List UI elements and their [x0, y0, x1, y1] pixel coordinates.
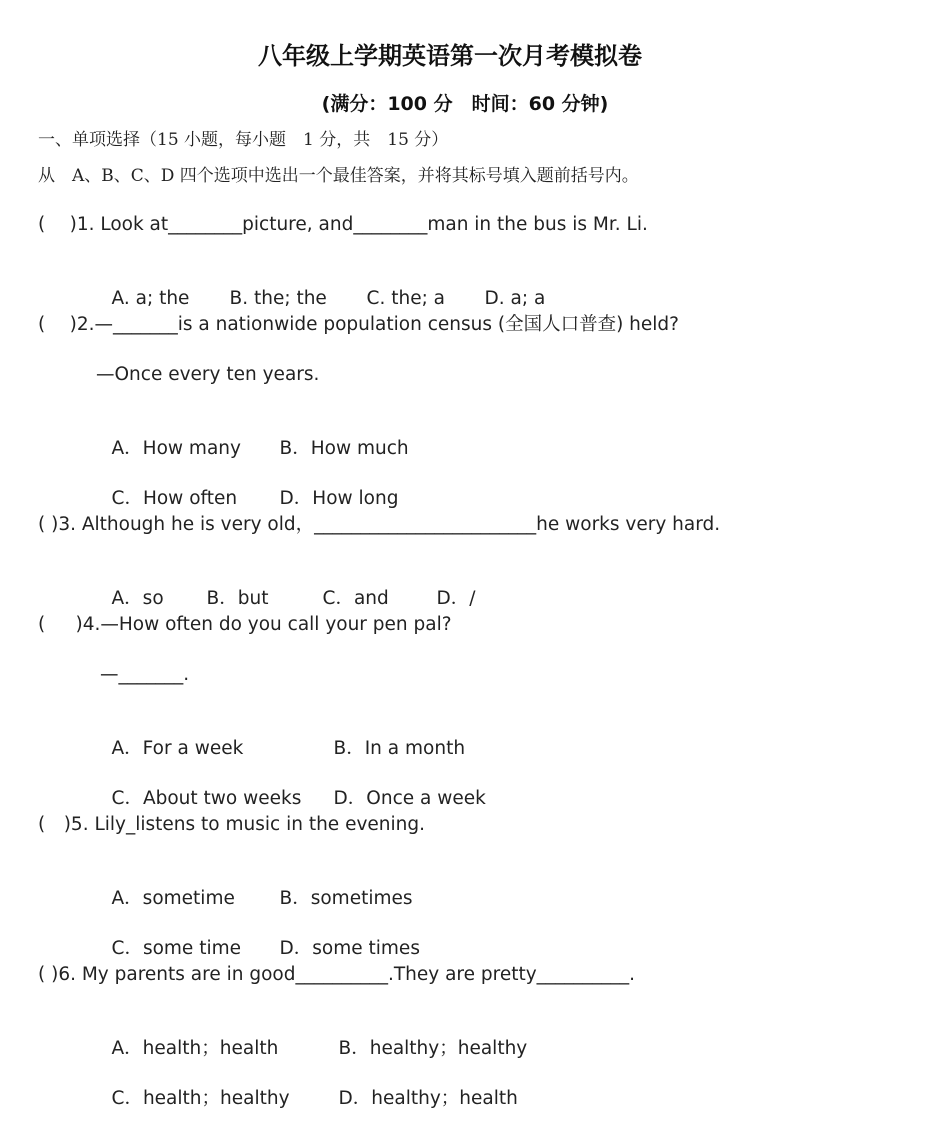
- question-4-option-c: C．About two weeks: [111, 788, 302, 809]
- question-5-stem: ( )5. Lily_listens to music in the evening.: [38, 814, 425, 835]
- question-1-option-d: D. a; a: [484, 288, 546, 309]
- section-heading: 一、单项选择（15 小题，每小题 1 分，共 15 分）: [38, 130, 449, 150]
- question-5-option-c: C．some time: [111, 938, 241, 959]
- question-2-option-c: C．How often: [111, 488, 238, 509]
- question-5-option-d: D．some times: [279, 938, 420, 959]
- question-2-stem: ( )2.—_______is a nationwide population census (全国人口普查) held?: [38, 314, 679, 335]
- question-3-option-d: D．/: [436, 588, 476, 609]
- question-1-stem: ( )1. Look at________picture, and________man in the bus is Mr. Li.: [38, 214, 648, 235]
- question-4-stem: ( )4.—How often do you call your pen pal?: [38, 614, 452, 635]
- question-6-option-d: D．healthy；health: [338, 1088, 518, 1109]
- question-3-option-a: A．so: [111, 588, 164, 609]
- question-6-option-b: B．healthy；healthy: [338, 1038, 528, 1059]
- question-1-option-b: B. the; the: [229, 288, 327, 309]
- section-instruction: 从 A、B、C、D 四个选项中选出一个最佳答案，并将其标号填入题前括号内。: [38, 166, 639, 186]
- question-6-option-c: C．health；healthy: [111, 1088, 290, 1109]
- question-2-option-d: D．How long: [279, 488, 399, 509]
- question-4-reply: —_______.: [100, 664, 190, 685]
- question-5-option-b: B．sometimes: [279, 888, 413, 909]
- question-6-options-row-2: [88, 1063, 518, 1135]
- page-subtitle: (满分：100 分 时间：60 分钟): [321, 93, 609, 115]
- question-1-option-a: A. a; the: [111, 288, 190, 309]
- question-1-option-c: C. the; a: [366, 288, 446, 309]
- question-4-option-a: A．For a week: [111, 738, 244, 759]
- question-3-option-b: B．but: [206, 588, 269, 609]
- question-4-option-b: B．In a month: [333, 738, 466, 759]
- question-3-option-c: C．and: [322, 588, 389, 609]
- page-title: 八年级上学期英语第一次月考模拟卷: [258, 42, 642, 70]
- question-6-option-a: A．health；health: [111, 1038, 279, 1059]
- question-2-option-b: B．How much: [279, 438, 409, 459]
- question-5-option-a: A．sometime: [111, 888, 235, 909]
- question-2-option-a: A．How many: [111, 438, 241, 459]
- question-2-reply: —Once every ten years.: [96, 364, 320, 385]
- question-6-stem: ( )6. My parents are in good__________.They are pretty__________.: [38, 964, 636, 985]
- question-4-option-d: D．Once a week: [333, 788, 486, 809]
- question-3-stem: ( )3. Although he is very old，________________________he works very hard.: [38, 514, 721, 535]
